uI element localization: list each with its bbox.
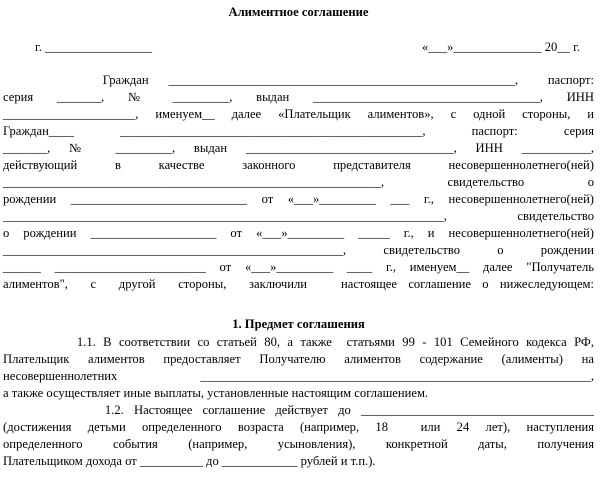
section-line: 1.1. В соответствии со статьей 80, а также статьями 99 - 101 Семейного кодекса РФ, xyxy=(3,335,594,349)
preamble-line: ______________________________________________________________________, свидетельство xyxy=(3,209,594,223)
section-line: (достижения детьми определенного возраста (например, 18 или 24 лет), наступления xyxy=(3,420,594,434)
preamble-line: действующий в качестве законного представителя несовершеннолетнего(ней) xyxy=(3,158,594,172)
section-line: несовершеннолетних ______________________________________________________________, xyxy=(3,369,594,383)
document-title: Алиментное соглашение xyxy=(228,5,369,19)
preamble-line: Граждан____ ________________________________________________, паспорт: серия xyxy=(3,124,594,138)
preamble-line: алиментов", с другой стороны, заключили настоящее соглашение о нижеследующем: xyxy=(3,277,594,291)
preamble-line: _______, № _________, выдан _________________________________, ИНН ___________, xyxy=(3,141,594,155)
preamble-line: серия _______, № _________, выдан ____________________________________, ИНН xyxy=(3,90,594,104)
date-field: «___»______________ 20__ г. xyxy=(421,40,580,54)
section-line: Плательщик алиментов предоставляет Получателю алиментов содержание (алименты) на xyxy=(3,352,594,366)
preamble-line: рождении ____________________________ от «___»_________ ___ г., несовершеннолетнего(ней) xyxy=(3,192,594,206)
preamble-line: ______________________________________________________, свидетельство о рождении xyxy=(3,243,594,257)
section-line: а также осуществляет иные выплаты, установленные настоящим соглашением. xyxy=(3,386,429,400)
preamble-line: _____________________, именуем__ далее «Плательщик алиментов», с одной стороны, и xyxy=(3,107,594,121)
section-line: Плательщиком дохода от __________ до ____________ рублей и т.п.). xyxy=(3,454,376,468)
preamble-line: ______ ________________________ от «___»_________ ____ г., именуем__ далее "Получатель xyxy=(3,260,594,274)
section-line: определенного события (например, усыновления), конкретной даты, получения xyxy=(3,437,594,451)
city-field: г. _________________ xyxy=(35,40,153,54)
preamble-line: ____________________________________________________________, свидетельство о xyxy=(3,175,594,189)
preamble-line: о рождении ____________________ от «___»_________ _____ г., и несовершеннолетнего(ней) xyxy=(3,226,594,240)
section-line: 1.2. Настоящее соглашение действует до _____________________________________ xyxy=(3,403,594,417)
section-heading: 1. Предмет соглашения xyxy=(232,317,365,331)
preamble-line: Граждан _______________________________________________________, паспорт: xyxy=(3,73,594,87)
